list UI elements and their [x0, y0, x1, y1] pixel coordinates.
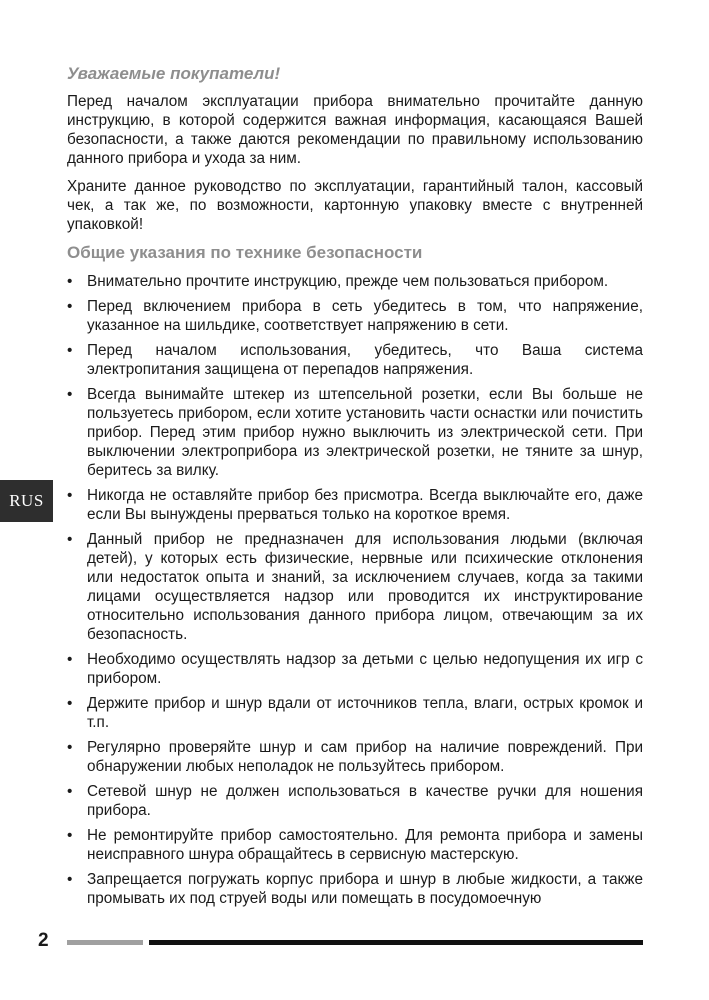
safety-section-heading: Общие указания по технике безопасности	[67, 243, 423, 262]
bullet-icon: •	[67, 531, 73, 548]
bullet-icon: •	[67, 871, 73, 888]
safety-instructions-list	[67, 272, 643, 908]
list-item-text: Перед началом использования, убедитесь, что Ваша система электропитания защищена от перепадов напряжения.	[87, 342, 643, 378]
footer-divider-gray	[67, 940, 143, 945]
list-item	[67, 650, 643, 688]
bullet-icon: •	[67, 487, 73, 504]
list-item-text: Внимательно прочтите инструкцию, прежде чем пользоваться прибором.	[87, 273, 609, 290]
list-item	[67, 486, 643, 524]
greeting-heading: Уважаемые покупатели!	[67, 64, 281, 83]
bullet-icon: •	[67, 298, 73, 315]
bullet-icon: •	[67, 695, 73, 712]
list-item-text: Сетевой шнур не должен использоваться в качестве ручки для ношения прибора.	[87, 783, 643, 819]
list-item-text: Никогда не оставляйте прибор без присмотра. Всегда выключайте его, даже если Вы вынуждены прерваться только на короткое время.	[87, 487, 643, 523]
bullet-icon: •	[67, 827, 73, 844]
list-item-text: Держите прибор и шнур вдали от источников тепла, влаги, острых кромок и т.п.	[87, 695, 643, 731]
list-item-text: Необходимо осуществлять надзор за детьми с целью недопущения их игр с прибором.	[87, 651, 643, 687]
list-item-text: Запрещается погружать корпус прибора и шнур в любые жидкости, а также промывать их под струей воды или помещать в посудомоечную	[87, 871, 643, 907]
bullet-icon: •	[67, 386, 73, 403]
intro-paragraph-1: Перед началом эксплуатации прибора внимательно прочитайте данную инструкцию, в которой содержится важная информация, касающаяся Вашей безопасности, а также даются рекомендации по правильному использованию данного прибора и ухода за ним.	[67, 93, 643, 167]
list-item	[67, 341, 643, 379]
list-item	[67, 272, 643, 291]
bullet-icon: •	[67, 342, 73, 359]
page-content	[67, 58, 643, 914]
list-item	[67, 782, 643, 820]
list-item-text: Данный прибор не предназначен для использования людьми (включая детей), у которых есть физические, нервные или психические отклонения или недостаток опыта и знаний, за исключением случаев, когда за такими лицами осуществляется надзор или проводится их инструктирование относительно использования данного прибора лицом, отвечающим за их безопасность.	[87, 531, 643, 643]
list-item-text: Перед включением прибора в сеть убедитесь в том, что напряжение, указанное на шильдике, соответствует напряжению в сети.	[87, 298, 643, 334]
page-number: 2	[38, 930, 49, 951]
intro-paragraph-2: Храните данное руководство по эксплуатации, гарантийный талон, кассовый чек, а так же, по возможности, картонную упаковку вместе с внутренней упаковкой!	[67, 178, 643, 233]
list-item-text: Всегда вынимайте штекер из штепсельной розетки, если Вы больше не пользуетесь прибором, если хотите установить части оснастки или почистить прибор. Перед этим прибор нужно выключить из электрической сети. При выключении электроприбора из электрической розетки, не тяните за шнур, беритесь за вилку.	[87, 386, 643, 479]
list-item	[67, 738, 643, 776]
list-item	[67, 694, 643, 732]
list-item-text: Не ремонтируйте прибор самостоятельно. Для ремонта прибора и замены неисправного шнура обращайтесь в сервисную мастерскую.	[87, 827, 643, 863]
list-item	[67, 385, 643, 480]
list-item	[67, 870, 643, 908]
footer-divider-black	[149, 940, 643, 945]
list-item	[67, 530, 643, 644]
bullet-icon: •	[67, 783, 73, 800]
bullet-icon: •	[67, 273, 73, 290]
language-tab: RUS	[0, 480, 53, 522]
list-item	[67, 826, 643, 864]
bullet-icon: •	[67, 739, 73, 756]
bullet-icon: •	[67, 651, 73, 668]
list-item	[67, 297, 643, 335]
list-item-text: Регулярно проверяйте шнур и сам прибор на наличие повреждений. При обнаружении любых неполадок не пользуйтесь прибором.	[87, 739, 643, 775]
